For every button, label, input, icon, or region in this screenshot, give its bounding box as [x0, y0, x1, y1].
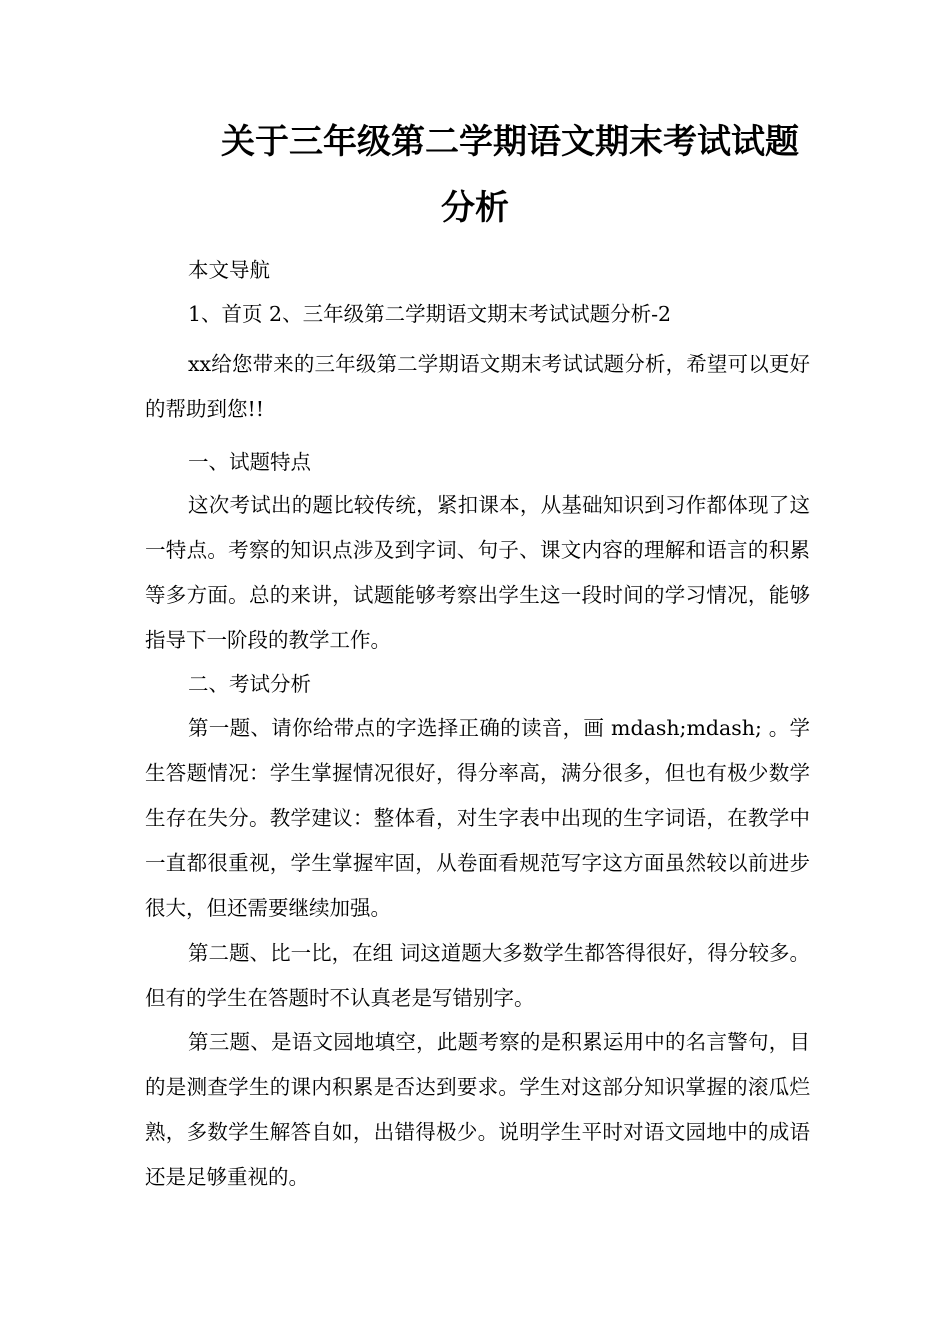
question1-paragraph: 第一题、请你给带点的字选择正确的读音，画 mdash;mdash; 。学生答题情况：学生掌握情况很好，得分率高，满分很多，但也有极少数学生存在失分。教学建议：整体看，对生字表中出现的生字词语，在教学中一直都很重视，学生掌握牢固，从卷面看规范写字这方面虽然较以前进步很大，但还需要继续加强。: [145, 716, 810, 920]
document-title-line2: 分析: [441, 188, 509, 228]
nav-label: 本文导航: [188, 258, 270, 282]
document-title-line1: 关于三年级第二学期语文期末考试试题: [221, 122, 799, 162]
question2-paragraph: 第二题、比一比，在组 词这道题大多数学生都答得很好，得分较多。但有的学生在答题时不认真老是写错别字。: [145, 941, 810, 1010]
section1-paragraph: 这次考试出的题比较传统，紧扣课本，从基础知识到习作都体现了这一特点。考察的知识点涉及到字词、句子、课文内容的理解和语言的积累等多方面。总的来讲，试题能够考察出学生这一段时间的学习情况，能够指导下一阶段的教学工作。: [145, 493, 810, 652]
section2-heading: 二、考试分析: [188, 672, 311, 696]
question3-paragraph: 第三题、是语文园地填空，此题考察的是积累运用中的名言警句，目的是测查学生的课内积累是否达到要求。学生对这部分知识掌握的滚瓜烂熟，多数学生解答自如，出错得极少。说明学生平时对语文园地中的成语还是足够重视的。: [145, 1030, 810, 1189]
nav-links[interactable]: 1、首页 2、三年级第二学期语文期末考试试题分析-2: [188, 302, 672, 326]
intro-paragraph: xx给您带来的三年级第二学期语文期末考试试题分析，希望可以更好的帮助到您!!: [145, 352, 810, 421]
section1-heading: 一、试题特点: [188, 450, 311, 474]
